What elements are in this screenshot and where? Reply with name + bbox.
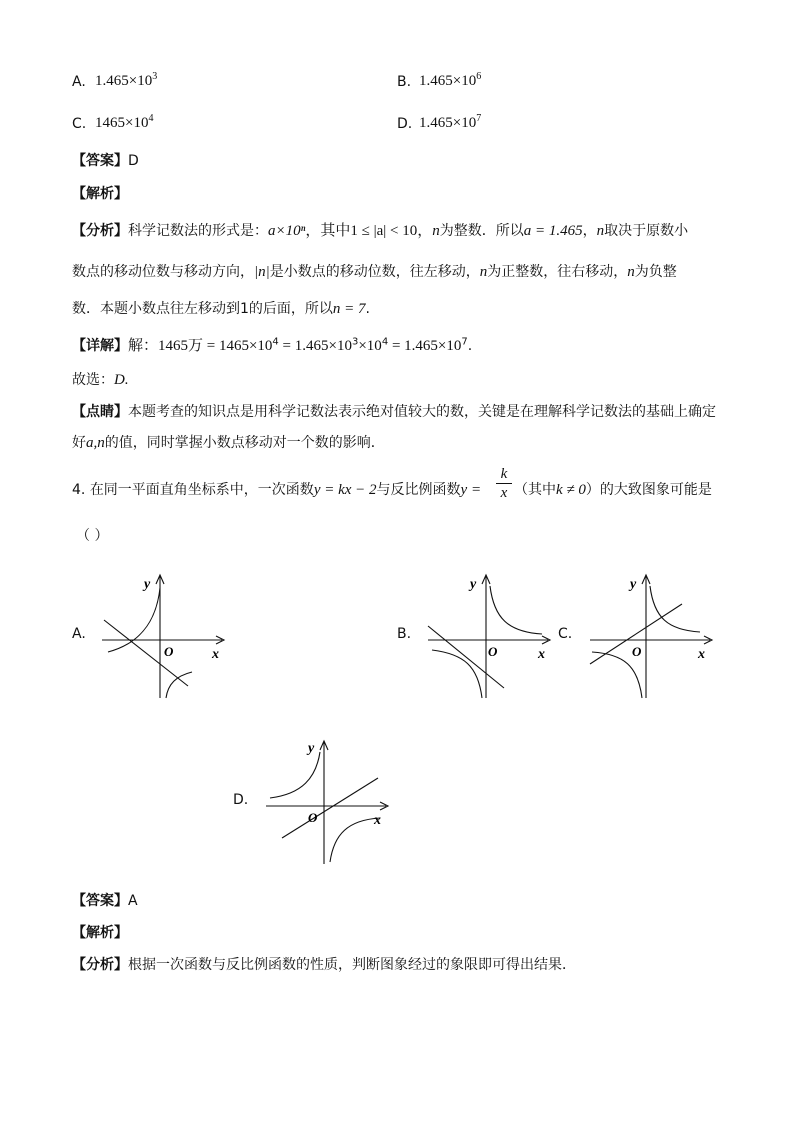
q3-answer: 【答案】D xyxy=(72,153,139,169)
x-label: x xyxy=(212,647,219,662)
graph-a-label: A. xyxy=(72,626,86,642)
option-c-value: $1465\times 10^4$ xyxy=(95,113,154,131)
hyperbola-branch-1 xyxy=(490,586,542,634)
x-label: x xyxy=(374,813,381,828)
y-label: y xyxy=(470,577,477,592)
graph-a xyxy=(98,572,228,700)
graph-d-label: D. xyxy=(233,792,249,808)
y-label: y xyxy=(630,577,637,592)
x-label: x xyxy=(538,647,545,662)
option-d-label: D. xyxy=(397,116,413,132)
hyperbola-branch-1 xyxy=(108,588,160,652)
hyperbola-branch-2 xyxy=(432,650,482,698)
origin-label: O xyxy=(488,644,498,659)
origin-label: O xyxy=(308,810,318,825)
q4-paren: （ ） xyxy=(76,528,109,544)
q3-dianjing-line2: 好a,n的值，同时掌握小数点移动对一个数的影响． xyxy=(72,435,385,451)
q3-dianjing-line1: 【点睛】本题考查的知识点是用科学记数法表示绝对值较大的数，关键是在理解科学记数法的基础上确定 xyxy=(72,404,716,420)
graph-d xyxy=(262,738,392,866)
q4-stem: 4. 在同一平面直角坐标系中，一次函数y = kx − 2与反比例函数y = xyxy=(72,482,482,498)
graph-c xyxy=(586,572,716,700)
hyperbola-branch-2 xyxy=(166,672,192,698)
option-b-label: B. xyxy=(397,74,412,90)
q3-fenxi-line1: 【分析】科学记数法的形式是：a×10ⁿ，其中1 ≤ |a| < 10，n为整数．所以a = 1.465，n取决于原数小 xyxy=(72,223,689,239)
option-a-value: $1.465\times 10^3$ xyxy=(95,71,158,89)
q4-analysis-tag: 【解析】 xyxy=(72,925,128,941)
q3-xiangjie: 【详解】解：1465万 = $1465\times 10^4 = 1.465\times 10^3\times 10^4 = 1.465\times 10^7$. xyxy=(72,336,473,354)
option-c-label: C. xyxy=(72,116,87,132)
hyperbola-branch-2 xyxy=(330,818,380,862)
option-b-value: $1.465\times 10^6$ xyxy=(419,71,482,89)
y-label: y xyxy=(144,577,151,592)
line-graph xyxy=(104,620,188,686)
q4-fraction: k x xyxy=(496,466,512,501)
y-label: y xyxy=(308,741,315,756)
q3-fenxi-line2: 数点的移动位数与移动方向，|n|是小数点的移动位数，往左移动，n为正整数，往右移动，n为负整 xyxy=(72,264,677,280)
line-graph xyxy=(282,778,378,838)
origin-label: O xyxy=(632,644,642,659)
q4-stem-tail: （其中k ≠ 0）的大致图象可能是 xyxy=(514,482,712,498)
q4-fenxi: 【分析】根据一次函数与反比例函数的性质，判断图象经过的象限即可得出结果． xyxy=(72,957,576,973)
graph-b-label: B. xyxy=(397,626,412,642)
graph-c-label: C. xyxy=(558,626,573,642)
q3-fenxi-line3: 数．本题小数点往左移动到1的后面，所以n = 7. xyxy=(72,301,370,317)
option-d-value: $1.465\times 10^7$ xyxy=(419,113,482,131)
hyperbola-branch-1 xyxy=(270,752,320,798)
q4-answer: 【答案】A xyxy=(72,893,138,909)
q3-analysis-tag: 【解析】 xyxy=(72,186,128,202)
option-a-label: A. xyxy=(72,74,86,90)
x-label: x xyxy=(698,647,705,662)
graph-b xyxy=(424,572,554,700)
q3-guxuan: 故选：D. xyxy=(72,372,129,388)
origin-label: O xyxy=(164,644,174,659)
